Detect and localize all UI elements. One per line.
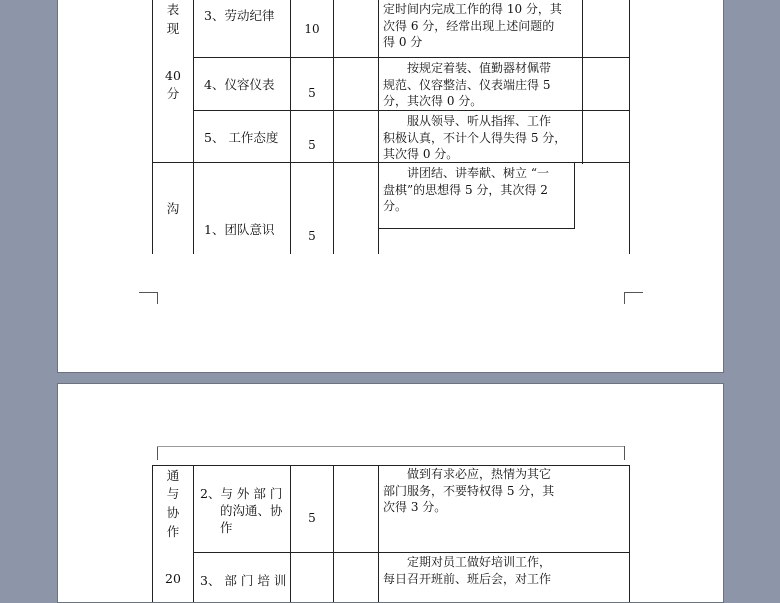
item-label: 2、与 外 部 门 的沟通、协 作 xyxy=(200,486,283,535)
corner-mark-left-h xyxy=(139,292,158,293)
header-mark-right-v xyxy=(624,446,625,460)
row-divider-1 xyxy=(193,57,629,58)
item-score: 10 xyxy=(304,22,320,36)
table-border-right xyxy=(629,465,630,603)
cell-bottom-short xyxy=(378,228,574,229)
row-divider-2 xyxy=(193,110,629,111)
category-points: 20 xyxy=(165,571,181,586)
item-label: 4、仪容仪表 xyxy=(204,77,275,92)
header-mark-left-h xyxy=(157,446,624,447)
table-col-divider-4 xyxy=(378,465,379,603)
table-col-divider-2 xyxy=(290,0,291,254)
item-score: 5 xyxy=(308,229,316,243)
item-score: 5 xyxy=(308,138,316,152)
corner-mark-right-v xyxy=(624,292,625,304)
item-label: 1、团队意识 xyxy=(204,222,275,237)
row-divider-1 xyxy=(193,552,629,553)
item-description: 做到有求必应，热情为其它 部门服务，不要特权得 5 分，其 次得 3 分。 xyxy=(383,467,555,514)
item-label: 5、 工作态度 xyxy=(204,130,279,145)
item-score: 5 xyxy=(308,86,316,100)
item-description: 定期对员工做好培训工作， 每日召开班前、班后会，对工作 xyxy=(383,555,552,586)
table-col-divider-1 xyxy=(193,0,194,254)
table-col-divider-3 xyxy=(333,465,334,603)
category-char: 表 xyxy=(166,2,180,17)
table-border-left xyxy=(152,465,153,603)
item-description: 服从领导、听从指挥、工作 积极认真，不计个人得失得 5 分， 其次得 0 分。 xyxy=(383,114,567,161)
table-border-left xyxy=(152,0,153,254)
table-col-divider-2 xyxy=(290,465,291,603)
item-label: 3、 部 门 培 训 xyxy=(200,573,287,588)
item-description: 讲团结、讲奉献、树立 “一 盘棋”的思想得 5 分，其次得 2 分。 xyxy=(383,166,549,213)
item-description: 按规定着装、值勤器材佩带 规范、仪容整洁、仪表端庄得 5 分，其次得 0 分。 xyxy=(383,61,552,108)
header-mark-left-v xyxy=(157,446,158,460)
category-char: 协 xyxy=(166,505,180,520)
category-char: 沟 xyxy=(166,201,180,216)
corner-mark-left-v xyxy=(157,292,158,304)
category-char: 作 xyxy=(166,524,180,539)
item-description: 定时间内完成工作的得 10 分，其 次得 6 分，经常出现上述问题的 得 0 分 xyxy=(383,2,562,49)
item-label: 3、劳动纪律 xyxy=(204,8,275,23)
corner-mark-right-h xyxy=(624,292,643,293)
table-col-divider-3 xyxy=(333,0,334,254)
item-score: 5 xyxy=(308,511,316,525)
category-char: 与 xyxy=(166,486,180,501)
category-unit: 分 xyxy=(166,86,180,101)
category-char: 通 xyxy=(166,468,180,483)
category-points: 40 xyxy=(165,68,181,83)
document-page-2 xyxy=(57,383,724,603)
table-col-divider-4 xyxy=(378,0,379,254)
table-border-right xyxy=(629,0,630,254)
category-char: 现 xyxy=(166,21,180,36)
table-col-divider-1 xyxy=(193,465,194,603)
table-col-divider-5 xyxy=(582,0,583,164)
table-col-divider-5b xyxy=(574,162,575,229)
document-page-1 xyxy=(57,0,724,373)
